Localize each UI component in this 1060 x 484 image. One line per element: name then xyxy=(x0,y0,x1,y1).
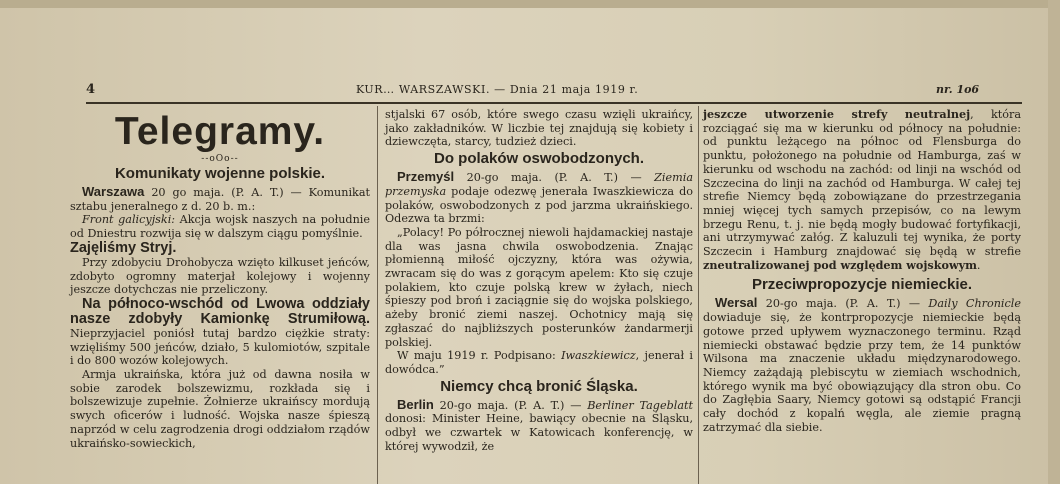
paragraph-text: , jenerał i dowódca.” xyxy=(385,349,693,376)
dateline: Przemyśl xyxy=(397,169,455,185)
paragraph-text: Akcja wojsk naszych na południe od Dniestru rozwija się w dalszym ciągu pomyślnie. xyxy=(70,213,370,241)
paragraph: „Polacy! Po półrocznej niewoli hajdamackiej nastaje dla was jasna chwila oswobodzenia. Znając płomienną miłość ojczyzny, która was ożywia, zwracam się do was z gorącym apelem: Kto się czuje polakiem, kto czuje polską krew w żyłach, niech śpieszy pod broń i zaciągnie się do wojska polskiego, ażeby bronić ziemi naszej. Ochotnicy mają się zgłaszać do najbliższych posterunków żandarmerji polskiej. xyxy=(385,225,693,349)
dateline: Wersal xyxy=(715,295,758,311)
bold-text: zneutralizowanej pod względem wojskowym xyxy=(703,257,977,272)
paragraph: stjalski 67 osób, które swego czasu wzięli ukraińcy, jako zakładników. W liczbie tej znajdują się kobiety i dziewczęta, starcy, tudzież dzieci. xyxy=(385,108,693,149)
article-heading: Komunikaty wojenne polskie. xyxy=(114,165,326,182)
article-heading: Przeciwpropozycje niemieckie. xyxy=(751,276,973,294)
paragraph xyxy=(385,170,693,226)
paragraph-text: 20 go maja. (P. A. T.) — Komunikat sztabu jeneralnego z d. 20 b. m.: xyxy=(70,186,370,213)
issue-number: nr. 1o6 xyxy=(936,83,980,96)
dateline: Berlin xyxy=(397,396,434,412)
page-header xyxy=(86,82,1026,100)
paragraph xyxy=(70,185,370,213)
front-label: Front galicyjski: xyxy=(82,213,176,227)
header-rule xyxy=(86,102,1022,104)
subheading: Zajęliśmy Stryj. xyxy=(70,239,177,256)
article-heading: Do polaków oswobodzonych. xyxy=(434,150,644,168)
source-name: Daily Chronicle xyxy=(928,297,1021,311)
paragraph xyxy=(703,296,1021,434)
paragraph xyxy=(70,213,370,240)
paragraph-text: 20-go maja. (P. A. T.) — xyxy=(454,171,655,185)
paragraph-text: 20-go maja. (P. A. T.) — xyxy=(433,398,588,412)
paragraph-text: podaje odezwę jenerała Iwaszkiewicza do polaków, oswobodzonych z pod jarzma ukraińskiego. Odezwa ta brzmi: xyxy=(385,184,693,226)
paragraph-text: W maju 1919 r. Podpisano: xyxy=(397,349,562,363)
column-divider xyxy=(377,106,378,484)
page-number: 4 xyxy=(86,82,96,97)
paragraph xyxy=(385,398,693,454)
signature-name: Iwaszkiewicz xyxy=(561,349,636,363)
column-3 xyxy=(703,108,1021,434)
column-2 xyxy=(385,108,693,453)
paragraph-text: , która rozciągać się ma w kierunku od północy na południe: od punktu leżącego na północ od Flensburga do punktu, położonego na południe od Hamburga, zaś w kierunku od wschodu na zachód: od linji na wschód od Szczecina do linji na zachód od Hamburga. W całej tej strefie Niemcy będą zobowiązane do przestrzegania mniej więcej tych samych przepisów, co na lewym brzegu Renu, t. j. nie będą mogły budować fortyfikacji, ani utrzymywać załóg. Z kaluzuli tej wynika, że porty Szczecin i Hamburg znajdować się będą w strefie xyxy=(703,108,1022,259)
bold-lead: Na północo-wschód od Lwowa oddziały nasze zdobyły Kamionkę Strumiłową. xyxy=(70,295,370,327)
article-heading: Niemcy chcą bronić Śląska. xyxy=(440,377,638,395)
paragraph-text: dowiaduje się, że kontrpropozycje niemieckie będą gotowe przed upływem wyznaczonego terminu. Rząd niemiecki obstawać będzie przy tem, że 14 punktów Wilsona ma znaczenie układu międzynarodowego. Niemcy zażądają plebiscytu w ziemiach wschodnich, którego wynik ma być obowiązujący dla stron obu. Co do Zagłębia Saary, Niemcy gotowi są odstąpić Francji cały dochód z kopalń węgla, ale ziemie pragną zatrzymać dla siebie. xyxy=(703,311,1021,434)
paragraph-text: Nieprzyjaciel poniósł tutaj bardzo ciężkie straty: wzięliśmy 500 jeńców, działo, 5 kulomiotów, szpitale i do 800 wozów kolejowych. xyxy=(70,326,370,368)
column-1 xyxy=(70,108,370,450)
paragraph xyxy=(70,297,370,368)
ornament: --oOo-- xyxy=(201,154,239,164)
page-right-edge xyxy=(1048,0,1060,484)
masthead: KUR… WARSZAWSKI. — Dnia 21 maja 1919 r. xyxy=(356,83,639,96)
page-top-border xyxy=(0,0,1060,8)
paragraph-text: . xyxy=(976,258,981,272)
paragraph xyxy=(703,108,1021,272)
bold-text: jeszcze utworzenie strefy neutralnej xyxy=(703,107,971,121)
source-name: Ziemia przemyska xyxy=(385,171,693,198)
section-title: Telegramy. xyxy=(114,110,326,153)
paragraph: Przy zdobyciu Drohobycza wzięto kilkuset jeńców, zdobyto ogromny materjał kolejowy i wojenny jeszcze dotychczas nie przeliczony. xyxy=(70,255,370,297)
paragraph xyxy=(385,349,693,376)
paragraph: Armja ukraińska, która już od dawna nosiła w sobie zarodek bolszewizmu, rozkłada się i bolszewizuje zupełnie. Żołnierze ukraińscy mordują swych oficerów i ludność. Wojska nasze śpieszą naprzód w celu zagrodzenia drogi oddziałom rządów ukraińsko-sowieckich, xyxy=(70,368,370,450)
paragraph-text: donosi: Minister Heine, bawiący obecnie na Śląsku, odbył we czwartek w Katowicach konferencję, w której wywodził, że xyxy=(385,412,693,453)
dateline: Warszawa xyxy=(82,184,145,199)
paragraph-text: 20-go maja. (P. A. T.) — xyxy=(757,297,929,311)
column-divider xyxy=(698,106,699,484)
source-name: Berliner Tageblatt xyxy=(587,398,693,412)
